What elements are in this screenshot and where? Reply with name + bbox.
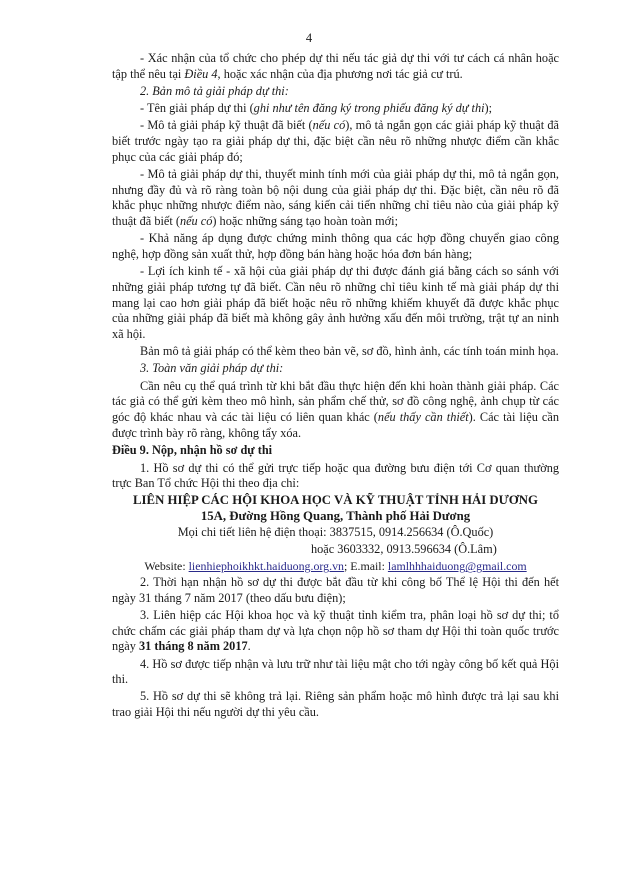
phone-line-1: Mọi chi tiết liên hệ điện thoại: 3837515, 0914.256634 (Ô.Quốc) [177,524,494,539]
paragraph-loi-ich: - Lợi ích kinh tế - xã hội của giải pháp dự thi được đánh giá bằng cách so sánh với những giải pháp tương tự đã biết. Cần nêu rõ những chỉ tiêu kinh tế mà giải pháp dự thi mang lại cao hơn giải pháp đã biết hoặc nêu rõ những khiếm khuyết đã được khắc phục của những giải pháp đã biết mà không gây ảnh hưởng xấu đến môi trường, trật tự an ninh xã hội. [112,264,559,341]
document-body [112,51,559,722]
paragraph-ten-giai-phap: - Tên giải pháp dự thi (ghi như tên đăng ký trong phiếu đăng ký dự thi); [140,101,493,116]
organization-address: 15A, Đường Hồng Quang, Thành phố Hải Dương [200,509,471,524]
section-heading-toan-van: 3. Toàn văn giải pháp dự thi: [140,361,284,376]
paragraph-xac-nhan: - Xác nhận của tổ chức cho phép dự thi nếu tác giả dự thi với tư cách cá nhân hoặc tập thể nêu tại Điều 4, hoặc xác nhận của địa phương nơi tác giả cư trú. [112,51,559,81]
section-heading-ban-mo-ta: 2. Bản mô tả giải pháp dự thi: [140,83,289,98]
paragraph-2: 2. Thời hạn nhận hồ sơ dự thi được bắt đầu từ khi công bố Thể lệ Hội thi đến hết ngày 31 tháng 7 năm 2017 (theo dấu bưu điện); [112,575,559,605]
paragraph-1: 1. Hồ sơ dự thi có thể gửi trực tiếp hoặc qua đường bưu điện tới Cơ quan thường trực Ban Tổ chức Hội thi theo địa chỉ: [112,460,559,491]
article-heading-dieu-9: Điều 9. Nộp, nhận hồ sơ dự thi [112,443,273,458]
phone-line-2: hoặc 3603332, 0913.596634 (Ô.Lâm) [311,542,497,557]
paragraph-4: 4. Hồ sơ được tiếp nhận và lưu trữ như tài liệu mật cho tới ngày công bố kết quả Hội thi. [112,656,559,687]
paragraph-toan-van: Cần nêu cụ thể quá trình từ khi bắt đầu thực hiện đến khi hoàn thành giải pháp. Các tác giả có thể gửi kèm theo mô hình, sản phẩm chế thử, sơ đồ công nghệ, ảnh chụp từ các góc độ khác nhau và các tài liệu có liên quan khác (nếu thấy cần thiết). Các tài liệu cần được trình bày rõ ràng, không tẩy xóa. [112,378,559,440]
paragraph-5: 5. Hồ sơ dự thi sẽ không trả lại. Riêng sản phẩm hoặc mô hình được trả lại sau khi trao giải Hội thi nếu người dự thi yêu cầu. [112,689,559,720]
paragraph-kem-theo: Bản mô tả giải pháp có thể kèm theo bản vẽ, sơ đồ, hình ảnh, các tính toán minh họa. [140,344,559,359]
paragraph-mo-ta-da-biet: - Mô tả giải pháp kỹ thuật đã biết (nếu có), mô tả ngắn gọn các giải pháp kỹ thuật đã biết trước ngày tạo ra giải pháp dự thi, đặc biệt cần nêu rõ những nhược điểm cần khắc phục của các giải pháp đó; [112,118,559,164]
paragraph-kha-nang-ap-dung: - Khả năng áp dụng được chứng minh thông qua các hợp đồng chuyển giao công nghệ, hợp đồng sản xuất thử, hợp đồng bán hàng hoặc hóa đơn bán hàng; [112,231,559,261]
contact-links: Website: lienhiephoikhkt.haiduong.org.vn; E.mail: lamlhhhaiduong@gmail.com [144,559,527,574]
email-link[interactable]: lamlhhhaiduong@gmail.com [387,559,527,574]
website-link[interactable]: lienhiephoikhkt.haiduong.org.vn [188,559,344,574]
organization-name: LIÊN HIỆP CÁC HỘI KHOA HỌC VÀ KỸ THUẬT TỈNH HẢI DƯƠNG [133,493,538,508]
page-number: 4 [305,31,313,45]
paragraph-3: 3. Liên hiệp các Hội khoa học và kỹ thuật tỉnh kiểm tra, phân loại hồ sơ dự thi; tổ chức chấm các giải pháp tham dự và lựa chọn nộp hồ sơ tham dự Hội thi toàn quốc trước ngày 31 tháng 8 năm 2017. [112,607,559,654]
paragraph-mo-ta-du-thi: - Mô tả giải pháp dự thi, thuyết minh tính mới của giải pháp dự thi, mô tả ngắn gọn, nhưng đầy đủ và rõ ràng toàn bộ nội dung của giải pháp dự thi. Đặc biệt, cần nêu rõ đã khắc phục những nhược điểm nào, sáng kiến cải tiến những chỉ tiêu nào của giải pháp kỹ thuật đã biết (nếu có) hoặc những sáng tạo hoàn toàn mới; [112,166,559,229]
